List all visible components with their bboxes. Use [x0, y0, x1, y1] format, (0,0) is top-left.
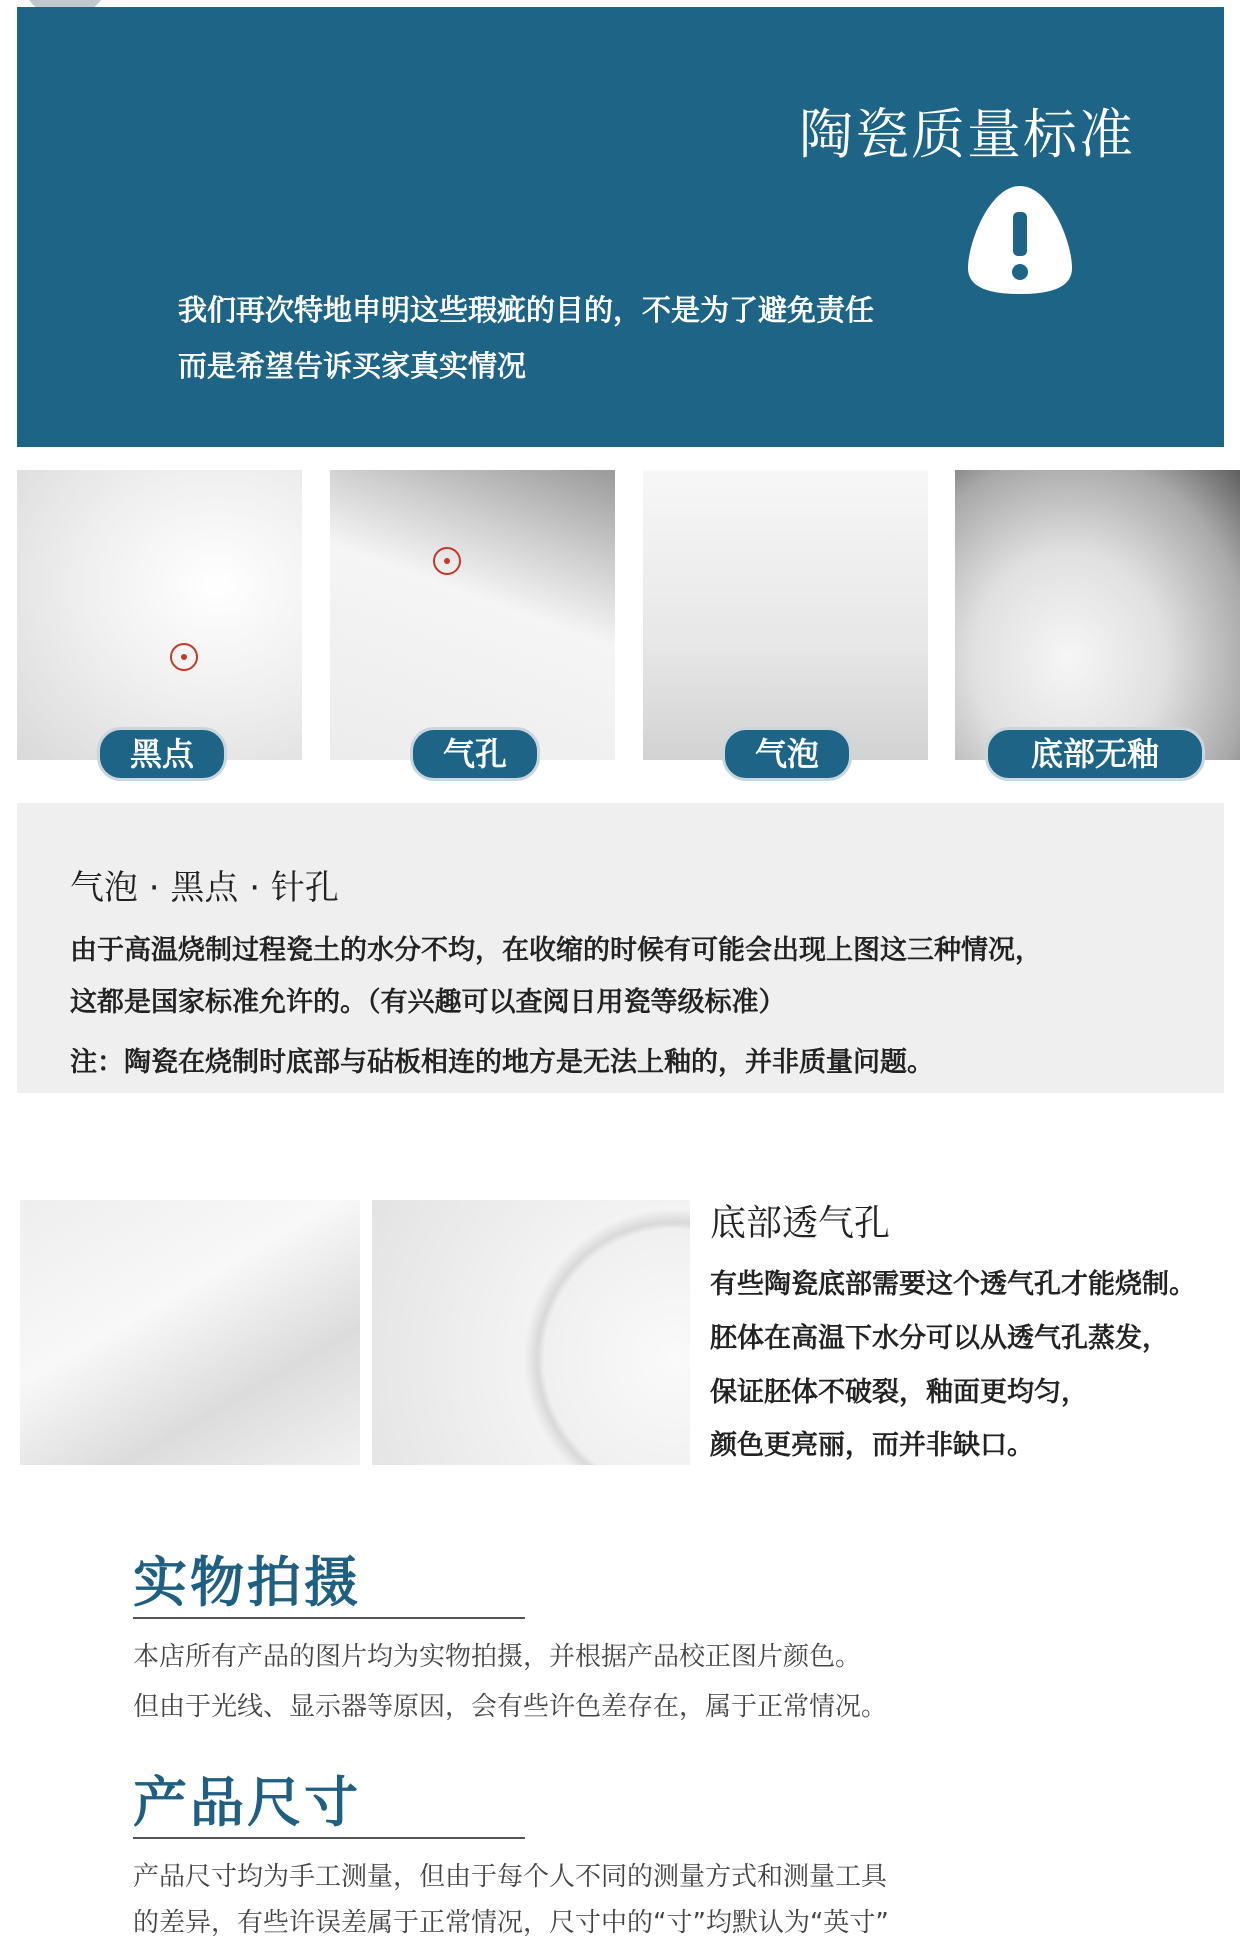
- defect-photo-pore: [330, 470, 615, 760]
- product-size-line: 产品尺寸均为手工测量，但由于每个人不同的测量方式和测量工具: [133, 1862, 888, 1892]
- banner-title: 陶瓷质量标准: [799, 103, 1135, 166]
- product-size-title: 产品尺寸: [133, 1771, 361, 1834]
- section-divider: [133, 1837, 525, 1839]
- vent-hole-photo-2: [372, 1200, 690, 1465]
- defect-explanation-heading: 气泡 · 黑点 · 针孔: [70, 868, 339, 908]
- defect-marker-icon: [433, 547, 461, 575]
- vent-hole-title: 底部透气孔: [710, 1203, 891, 1244]
- section-divider: [133, 1617, 525, 1619]
- defect-explanation-line: 这都是国家标准允许的。（有兴趣可以查阅日用瓷等级标准）: [70, 987, 786, 1018]
- real-photo-line: 但由于光线、显示器等原因，会有些许色差存在，属于正常情况。: [133, 1692, 888, 1722]
- real-photo-line: 本店所有产品的图片均为实物拍摄，并根据产品校正图片颜色。: [133, 1642, 862, 1672]
- defect-explanation-line: 由于高温烧制过程瓷土的水分不均，在收缩的时候有可能会出现上图这三种情况，: [70, 935, 1042, 966]
- vent-hole-line: 胚体在高温下水分可以从透气孔蒸发，: [710, 1323, 1169, 1354]
- defect-photo-black-spot: [17, 470, 302, 760]
- real-photo-title: 实物拍摄: [133, 1551, 361, 1614]
- vent-hole-line: 有些陶瓷底部需要这个透气孔才能烧制。: [710, 1269, 1196, 1300]
- defect-label: 黑点: [97, 727, 227, 781]
- vent-hole-line: 保证胚体不破裂，釉面更均匀，: [710, 1377, 1088, 1408]
- defect-photo-bubble: [643, 470, 928, 760]
- defect-label: 气孔: [410, 727, 540, 781]
- defect-label: 底部无釉: [985, 727, 1205, 781]
- warning-icon: [960, 180, 1080, 300]
- vent-hole-photo-1: [20, 1200, 360, 1465]
- defect-marker-icon: [170, 643, 198, 671]
- defect-explanation-note: 注：陶瓷在烧制时底部与砧板相连的地方是无法上釉的，并非质量问题。: [70, 1047, 934, 1078]
- defect-photo-unglazed-bottom: [955, 470, 1240, 760]
- product-size-line: 的差异，有些许误差属于正常情况，尺寸中的“寸”均默认为“英寸”: [133, 1908, 889, 1938]
- banner-statement-line-1: 我们再次特地申明这些瑕疵的目的，不是为了避免责任: [178, 293, 875, 327]
- banner-statement-line-2: 而是希望告诉买家真实情况: [178, 349, 527, 383]
- vent-hole-line: 颜色更亮丽，而并非缺口。: [710, 1430, 1034, 1461]
- defect-label: 气泡: [722, 727, 852, 781]
